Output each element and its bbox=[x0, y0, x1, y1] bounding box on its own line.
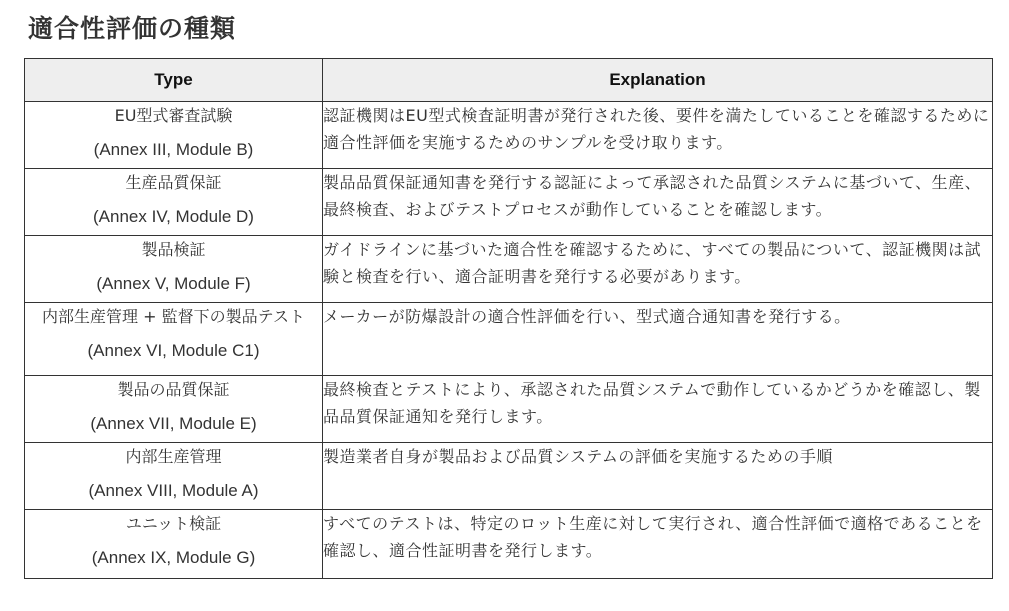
type-name: 生産品質保証 bbox=[125, 173, 222, 192]
conformity-assessment-table bbox=[24, 58, 993, 579]
table-row bbox=[25, 236, 993, 303]
table-row bbox=[25, 102, 993, 169]
type-name: EU型式審査試験 bbox=[114, 106, 233, 125]
type-cell bbox=[25, 376, 323, 443]
explanation-cell: 最終検査とテストにより、承認された品質システムで動作しているかどうかを確認し、製品品質保証通知を発行します。 bbox=[323, 376, 993, 443]
annex-module: (Annex IV, Module D) bbox=[93, 207, 254, 226]
type-cell bbox=[25, 102, 323, 169]
column-header-explanation: Explanation bbox=[323, 59, 993, 102]
annex-module: (Annex VI, Module C1) bbox=[87, 341, 260, 360]
explanation-cell: 製造業者自身が製品および品質システムの評価を実施するための手順 bbox=[323, 443, 993, 510]
type-cell bbox=[25, 443, 323, 510]
table-row bbox=[25, 303, 993, 376]
table-row bbox=[25, 376, 993, 443]
explanation-cell: 製品品質保証通知書を発行する認証によって承認された品質システムに基づいて、生産、最終検査、およびテストプロセスが動作していることを確認します。 bbox=[323, 169, 993, 236]
page-title: 適合性評価の種類 bbox=[28, 14, 237, 43]
type-name: 内部生産管理 bbox=[125, 447, 222, 466]
type-name: 内部生産管理 + 監督下の製品テスト bbox=[42, 307, 305, 326]
explanation-cell: メーカーが防爆設計の適合性評価を行い、型式適合通知書を発行する。 bbox=[323, 303, 993, 376]
type-cell bbox=[25, 236, 323, 303]
annex-module: (Annex VIII, Module A) bbox=[88, 481, 259, 500]
type-name: 製品の品質保証 bbox=[117, 380, 230, 399]
type-cell bbox=[25, 303, 323, 376]
annex-module: (Annex III, Module B) bbox=[93, 140, 254, 159]
explanation-cell: 認証機関はEU型式検査証明書が発行された後、要件を満たしていることを確認するために適合性評価を実施するためのサンプルを受け取ります。 bbox=[323, 102, 993, 169]
type-cell bbox=[25, 169, 323, 236]
type-cell bbox=[25, 510, 323, 579]
table-row bbox=[25, 169, 993, 236]
table-row bbox=[25, 510, 993, 579]
type-name: ユニット検証 bbox=[125, 514, 222, 533]
column-header-type: Type bbox=[25, 59, 323, 102]
table-row bbox=[25, 443, 993, 510]
table-header-row bbox=[25, 59, 993, 102]
explanation-cell: ガイドラインに基づいた適合性を確認するために、すべての製品について、認証機関は試験と検査を行い、適合証明書を発行する必要があります。 bbox=[323, 236, 993, 303]
explanation-cell: すべてのテストは、特定のロット生産に対して実行され、適合性評価で適格であることを確認し、適合性証明書を発行します。 bbox=[323, 510, 993, 579]
annex-module: (Annex V, Module F) bbox=[96, 274, 251, 293]
annex-module: (Annex IX, Module G) bbox=[91, 548, 256, 567]
annex-module: (Annex VII, Module E) bbox=[90, 414, 257, 433]
type-name: 製品検証 bbox=[141, 240, 206, 259]
